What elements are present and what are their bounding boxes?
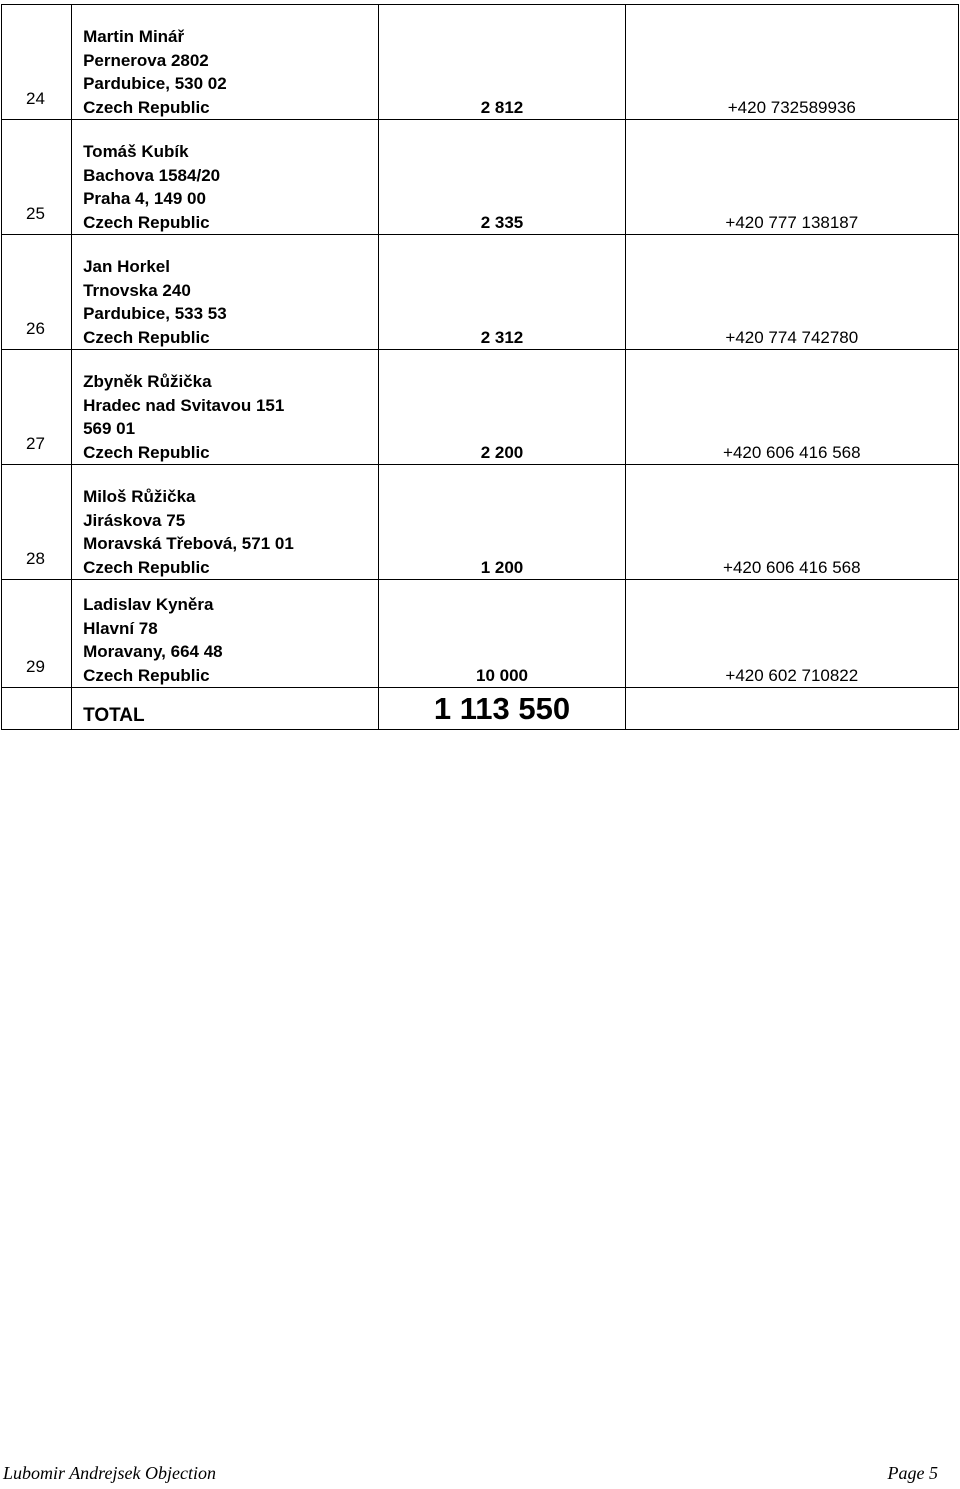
total-empty-cell — [2, 688, 72, 730]
entry-street: Pernerova 2802 — [83, 50, 209, 70]
entry-street: Hradec nad Svitavou 151 — [83, 395, 285, 415]
table-row — [2, 5, 959, 120]
footer-page-number: Page 5 — [887, 1463, 938, 1483]
entry-city: Pardubice, 533 53 — [83, 304, 227, 323]
entry-amount: 10 000 — [379, 580, 625, 688]
table-row — [2, 465, 959, 580]
entry-number: 29 — [2, 580, 72, 688]
table-row — [2, 120, 959, 235]
entry-phone: +420 602 710822 — [625, 580, 958, 688]
entry-street: Jiráskova 75 — [83, 510, 186, 530]
entry-street: Trnovska 240 — [83, 280, 191, 300]
entry-number: 25 — [2, 120, 72, 235]
entry-city: Pardubice, 530 02 — [83, 74, 227, 93]
entry-number: 28 — [2, 465, 72, 580]
entry-address — [72, 580, 379, 688]
entry-street: Bachova 1584/20 — [83, 165, 221, 185]
total-value: 1 113 550 — [379, 688, 625, 730]
entry-address — [72, 5, 379, 120]
entry-phone: +420 606 416 568 — [625, 350, 958, 465]
entry-city: Moravská Třebová, 571 01 — [83, 534, 294, 553]
entry-city: Moravany, 664 48 — [83, 642, 223, 661]
table-row — [2, 235, 959, 350]
entry-phone: +420 732589936 — [625, 5, 958, 120]
entry-country: Czech Republic — [83, 97, 210, 117]
total-empty-cell — [625, 688, 958, 730]
entry-name: Jan Horkel — [83, 257, 170, 276]
entry-amount: 1 200 — [379, 465, 625, 580]
entry-city: 569 01 — [83, 419, 136, 438]
entry-country: Czech Republic — [83, 442, 210, 462]
entry-amount: 2 200 — [379, 350, 625, 465]
entry-city: Praha 4, 149 00 — [83, 189, 206, 208]
entry-number: 27 — [2, 350, 72, 465]
entry-phone: +420 774 742780 — [625, 235, 958, 350]
total-label: TOTAL — [72, 688, 379, 730]
entry-name: Zbyněk Růžička — [83, 372, 212, 391]
total-row — [2, 688, 959, 730]
entry-name: Miloš Růžička — [83, 487, 196, 506]
entry-street: Hlavní 78 — [83, 618, 158, 638]
entry-name: Martin Minář — [83, 27, 185, 46]
table-row — [2, 580, 959, 688]
entry-amount: 2 312 — [379, 235, 625, 350]
entry-address — [72, 235, 379, 350]
entry-amount: 2 335 — [379, 120, 625, 235]
entry-address — [72, 350, 379, 465]
entry-name: Ladislav Kyněra — [83, 595, 214, 614]
objection-entries-table — [1, 4, 959, 730]
entry-country: Czech Republic — [83, 665, 210, 685]
entry-address — [72, 465, 379, 580]
entry-phone: +420 777 138187 — [625, 120, 958, 235]
entry-name: Tomáš Kubík — [83, 142, 189, 161]
entry-country: Czech Republic — [83, 212, 210, 232]
footer-document-title: Lubomir Andrejsek Objection — [3, 1463, 216, 1483]
entry-number: 24 — [2, 5, 72, 120]
entry-phone: +420 606 416 568 — [625, 465, 958, 580]
page-footer — [3, 1463, 938, 1484]
entry-country: Czech Republic — [83, 557, 210, 577]
table-row — [2, 350, 959, 465]
entry-number: 26 — [2, 235, 72, 350]
entry-amount: 2 812 — [379, 5, 625, 120]
entry-address — [72, 120, 379, 235]
entry-country: Czech Republic — [83, 327, 210, 347]
